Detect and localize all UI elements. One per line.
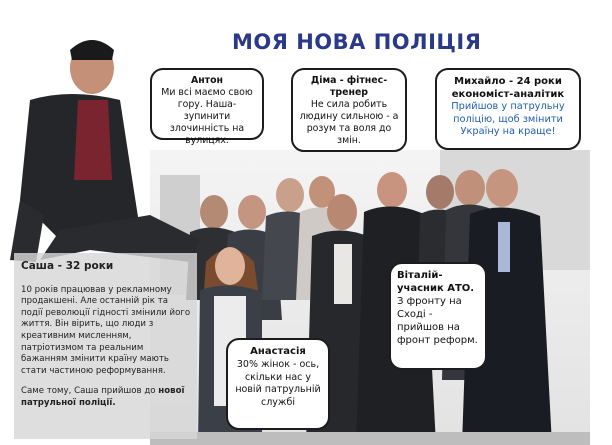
speech-bubble-dima (291, 68, 407, 152)
caption-paragraph: 10 років працював у рекламному продакшені. Але останній рік та події революції гідності змінили його життя. Він вірить, що люди з креативним мисленням, патріотизмом та реальним бажанням змінити країну мають стати частиною реформування. (21, 284, 191, 376)
caption-text: Саме тому, Саша прийшов до (21, 386, 159, 397)
speech-bubble-anton (150, 68, 264, 146)
bubble-name: Анастасія (250, 346, 306, 357)
sasha-caption-box (14, 253, 197, 439)
bubble-text: Ми всі маємо свою гору. Наша- зупинити злочинність на вулицях. (161, 87, 253, 146)
caption-paragraph (21, 386, 191, 409)
speech-bubble-mykhailo (435, 68, 581, 150)
bubble-text: Прийшов у патрульну поліцію, щоб змінити Україну на краще! (451, 101, 565, 137)
page-title: МОЯ НОВА ПОЛІЦІЯ (232, 30, 482, 54)
bubble-name: Антон (190, 75, 224, 86)
bubble-text: Не сила робить людину сильною - а розум та воля до змін. (299, 99, 399, 146)
speech-bubble-vitalii (389, 262, 487, 370)
bubble-name: Діма - фітнес-тренер (310, 75, 388, 98)
caption-header: Саша - 32 роки (21, 260, 114, 272)
speech-bubble-anastasia (226, 338, 330, 430)
bubble-text: З фронту на Сході - прийшов на фронт реформ. (397, 296, 478, 346)
bubble-name: Михайло - 24 роки економіст-аналітик (451, 76, 565, 100)
bubble-name: Віталій- учасник АТО. (397, 270, 475, 294)
bubble-text: 30% жінок - ось, скільки нас у новій патрульній службі (235, 359, 321, 408)
caption-emphasis: нової патрульної поліції. (21, 386, 185, 408)
